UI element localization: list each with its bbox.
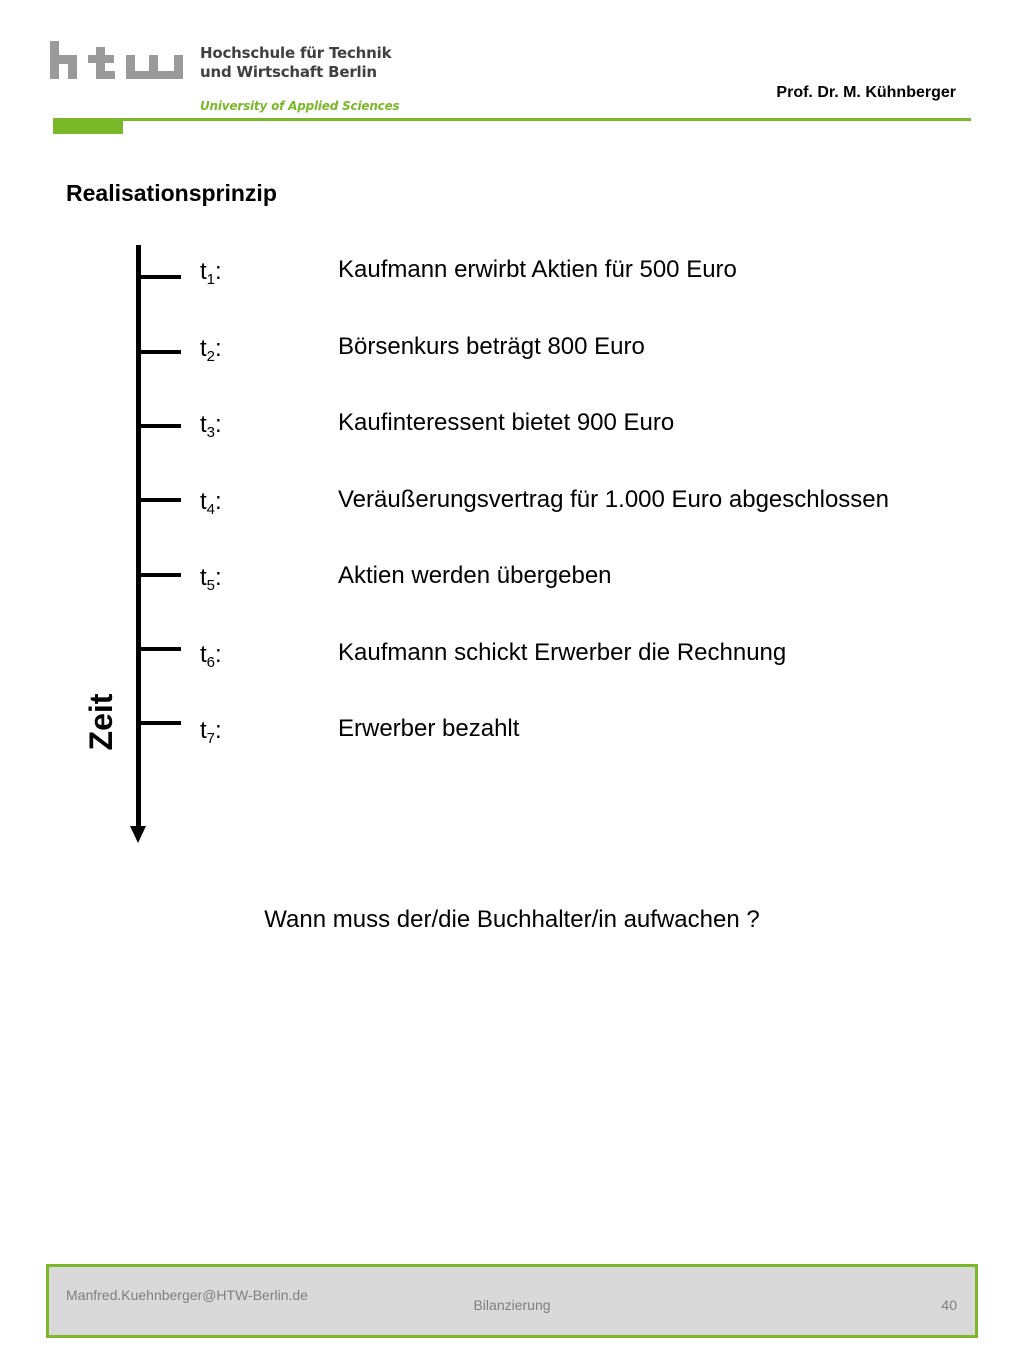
timeline-event: [0, 409, 1024, 449]
event-description: Kaufmann erwirbt Aktien für 500 Euro: [338, 256, 737, 283]
timeline-event: [0, 562, 1024, 602]
event-description: Kaufmann schickt Erwerber die Rechnung: [338, 639, 787, 666]
header-divider: [53, 118, 971, 121]
slide-footer: [46, 1264, 978, 1338]
institution-line-2: und Wirtschaft Berlin: [200, 63, 377, 81]
timeline-event: [0, 333, 1024, 373]
event-description: Börsenkurs beträgt 800 Euro: [338, 333, 645, 360]
page-number: 40: [941, 1297, 957, 1313]
event-description: Aktien werden übergeben: [338, 562, 612, 589]
question-text: Wann muss der/die Buchhalter/in aufwachen ?: [264, 906, 760, 933]
timeline-event: [0, 256, 1024, 296]
header-divider-accent: [53, 118, 123, 134]
institution-line-1: Hochschule für Technik: [200, 44, 392, 62]
timeline-tick: [141, 721, 181, 725]
htw-logo: [48, 38, 188, 84]
institution-subtitle: University of Applied Sciences: [200, 99, 400, 113]
event-time-label: $t_4$:: [200, 488, 222, 518]
timeline-tick: [141, 498, 181, 502]
slide-title: Realisationsprinzip: [66, 180, 277, 206]
event-description: Erwerber bezahlt: [338, 715, 520, 742]
author-name: Prof. Dr. M. Kühnberger: [776, 84, 956, 101]
timeline-event: [0, 715, 1024, 755]
event-description: Veräußerungsvertrag für 1.000 Euro abgeschlossen: [338, 486, 890, 513]
event-time-label: $t_1$:: [200, 258, 222, 288]
timeline-event: [0, 486, 1024, 526]
event-time-label: $t_6$:: [200, 641, 222, 671]
time-axis-arrowhead: [130, 826, 146, 843]
timeline-tick: [141, 275, 181, 279]
event-time-label: $t_5$:: [200, 564, 222, 594]
event-time-label: $t_3$:: [200, 411, 222, 441]
timeline-tick: [141, 647, 181, 651]
institution-name: [200, 44, 391, 82]
timeline-tick: [141, 350, 181, 354]
event-time-label: $t_2$:: [200, 335, 222, 365]
footer-title: Bilanzierung: [473, 1297, 551, 1313]
timeline-event: [0, 639, 1024, 679]
event-description: Kaufinteressent bietet 900 Euro: [338, 409, 675, 436]
event-time-label: $t_7$:: [200, 717, 222, 747]
timeline-tick: [141, 424, 181, 428]
footer-email: Manfred.Kuehnberger@HTW-Berlin.de: [66, 1287, 308, 1303]
timeline-tick: [141, 573, 181, 577]
time-axis-label: Zeit: [83, 693, 119, 751]
